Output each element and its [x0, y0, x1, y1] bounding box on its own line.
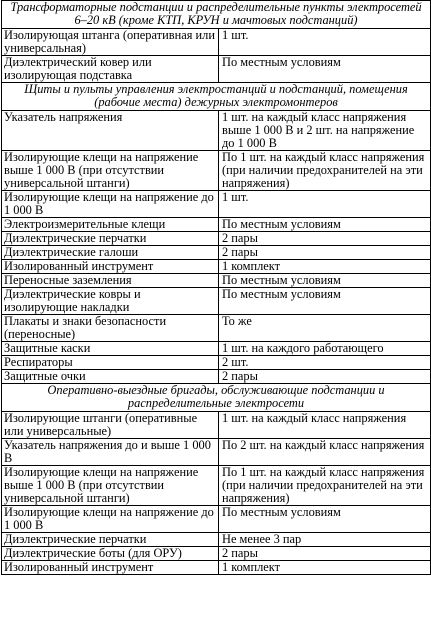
section-title: Щиты и пульты управления электростанций и подстанций, помещения (рабочие места) дежурных электромонтеров: [2, 83, 431, 111]
table-row: [2, 315, 431, 342]
table-row: [2, 274, 431, 288]
equipment-quantity-cell: По местным условиям: [219, 56, 431, 83]
table-row: [2, 111, 431, 151]
table-row: [2, 412, 431, 439]
equipment-quantity-cell: То же: [219, 315, 431, 342]
equipment-quantity-cell: 1 шт.: [219, 29, 431, 56]
equipment-name-cell: Респираторы: [2, 356, 219, 370]
table-row: [2, 370, 431, 384]
equipment-name-cell: Изолирующие клещи на напряжение до 1 000 В: [2, 506, 219, 533]
equipment-quantity-cell: По местным условиям: [219, 274, 431, 288]
section-header-row: [2, 1, 431, 29]
equipment-name-cell: Указатель напряжения: [2, 111, 219, 151]
equipment-name-cell: Изолированный инструмент: [2, 561, 219, 575]
equipment-name-cell: Указатель напряжения до и выше 1 000 В: [2, 439, 219, 466]
equipment-name-cell: Диэлектрические боты (для ОРУ): [2, 547, 219, 561]
equipment-name-cell: Изолированный инструмент: [2, 260, 219, 274]
table-row: [2, 246, 431, 260]
equipment-quantity-cell: 2 шт.: [219, 356, 431, 370]
equipment-quantity-cell: 2 пары: [219, 547, 431, 561]
equipment-quantity-cell: По местным условиям: [219, 218, 431, 232]
equipment-quantity-cell: 1 шт. на каждый класс напряжения выше 1 000 В и 2 шт. на напряжение до 1 000 В: [219, 111, 431, 151]
table-row: [2, 439, 431, 466]
equipment-name-cell: Диэлектрический ковер или изолирующая подставка: [2, 56, 219, 83]
table-row: [2, 151, 431, 191]
equipment-name-cell: Диэлектрические перчатки: [2, 533, 219, 547]
section-title: Оперативно-выездные бригады, обслуживающие подстанции и распределительные электросети: [2, 384, 431, 412]
equipment-quantity-cell: 2 пары: [219, 246, 431, 260]
equipment-quantity-cell: 1 шт. на каждый класс напряжения: [219, 412, 431, 439]
table-row: [2, 56, 431, 83]
equipment-name-cell: Изолирующие клещи на напряжение до 1 000 В: [2, 191, 219, 218]
equipment-quantity-cell: 1 комплект: [219, 561, 431, 575]
table-row: [2, 218, 431, 232]
table-row: [2, 232, 431, 246]
equipment-quantity-cell: Не менее 3 пар: [219, 533, 431, 547]
equipment-name-cell: Диэлектрические перчатки: [2, 232, 219, 246]
equipment-name-cell: Изолирующие клещи на напряжение выше 1 000 В (при отсутствии универсальной штанги): [2, 466, 219, 506]
equipment-quantity-cell: 1 шт.: [219, 191, 431, 218]
equipment-quantity-cell: 2 пары: [219, 370, 431, 384]
section-title: Трансформаторные подстанции и распределительные пункты электросетей 6–20 кВ (кроме КТП, КРУН и мачтовых подстанций): [2, 1, 431, 29]
table-row: [2, 342, 431, 356]
table-row: [2, 533, 431, 547]
equipment-quantity-cell: По 2 шт. на каждый класс напряжения: [219, 439, 431, 466]
equipment-quantity-cell: По местным условиям: [219, 288, 431, 315]
equipment-name-cell: Переносные заземления: [2, 274, 219, 288]
equipment-name-cell: Защитные каски: [2, 342, 219, 356]
equipment-quantity-cell: 1 шт. на каждого работающего: [219, 342, 431, 356]
table-row: [2, 506, 431, 533]
equipment-quantity-cell: По 1 шт. на каждый класс напряжения (при наличии предохранителей на эти напряжения): [219, 151, 431, 191]
table-row: [2, 288, 431, 315]
protective-equipment-table: [1, 0, 431, 575]
section-header-row: [2, 384, 431, 412]
table-row: [2, 547, 431, 561]
equipment-quantity-cell: По местным условиям: [219, 506, 431, 533]
table-row: [2, 356, 431, 370]
table-row: [2, 29, 431, 56]
table-body: [2, 1, 431, 575]
equipment-name-cell: Изолирующие штанги (оперативные или универсальные): [2, 412, 219, 439]
equipment-name-cell: Плакаты и знаки безопасности (переносные): [2, 315, 219, 342]
table-row: [2, 260, 431, 274]
table-row: [2, 191, 431, 218]
section-header-row: [2, 83, 431, 111]
equipment-name-cell: Диэлектрические галоши: [2, 246, 219, 260]
table-row: [2, 466, 431, 506]
equipment-name-cell: Диэлектрические ковры и изолирующие накладки: [2, 288, 219, 315]
equipment-name-cell: Изолирующие клещи на напряжение выше 1 000 В (при отсутствии универсальной штанги): [2, 151, 219, 191]
equipment-quantity-cell: 1 комплект: [219, 260, 431, 274]
table-row: [2, 561, 431, 575]
equipment-name-cell: Изолирующая штанга (оперативная или универсальная): [2, 29, 219, 56]
equipment-quantity-cell: 2 пары: [219, 232, 431, 246]
equipment-quantity-cell: По 1 шт. на каждый класс напряжения (при наличии предохранителей на эти напряжения): [219, 466, 431, 506]
equipment-name-cell: Электроизмерительные клещи: [2, 218, 219, 232]
equipment-name-cell: Защитные очки: [2, 370, 219, 384]
